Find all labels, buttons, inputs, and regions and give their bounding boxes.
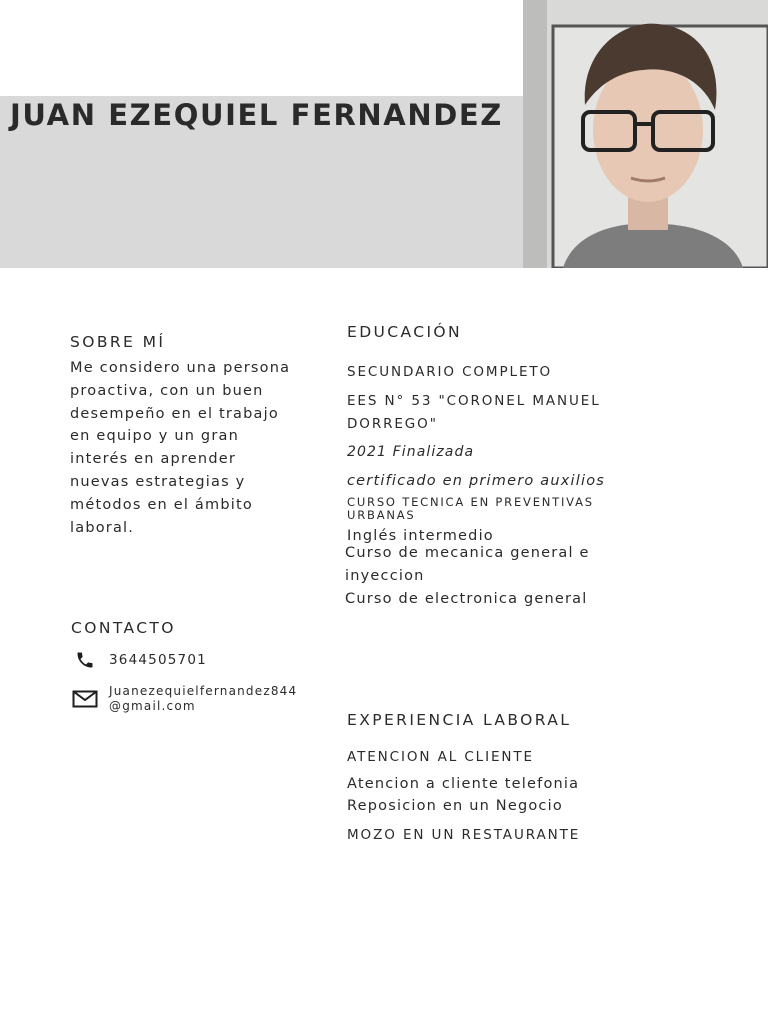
about-title: SOBRE MÍ [70, 333, 166, 351]
phone-icon [70, 650, 100, 670]
email-address[interactable]: Juanezequielfernandez844@gmail.com [109, 684, 298, 713]
about-text: Me considero una persona proactiva, con un buen desempeño en el trabajo en equipo y un gran interés en aprender nuevas estrategias y métodos en el ámbito laboral. [70, 360, 291, 536]
contact-email-row [70, 684, 309, 713]
contact-phone-row [70, 650, 207, 670]
education-certificate: certificado en primero auxilios [347, 473, 606, 489]
person-name: JUAN EZEQUIEL FERNANDEZ [10, 98, 503, 132]
phone-number[interactable]: 3644505701 [109, 652, 207, 668]
education-mechanics-course: Curso de mecanica general e inyeccion [345, 545, 590, 584]
education-course: CURSO TECNICA EN PREVENTIVAS URBANAS [347, 495, 594, 522]
experience-job-customer-service: ATENCION AL CLIENTE [347, 749, 534, 765]
education-school: EES N° 53 "CORONEL MANUEL DORREGO" [347, 393, 601, 432]
envelope-icon [70, 690, 100, 708]
education-status: 2021 Finalizada [347, 444, 475, 460]
education-degree: SECUNDARIO COMPLETO [347, 364, 553, 380]
experience-job-waiter: MOZO EN UN RESTAURANTE [347, 827, 581, 843]
education-english: Inglés intermedio [347, 528, 494, 544]
education-electronics-course: Curso de electronica general [345, 591, 588, 607]
experience-detail-telephony: Atencion a cliente telefonia [347, 776, 580, 792]
contact-title: CONTACTO [71, 619, 176, 637]
profile-photo [523, 0, 768, 268]
education-title: EDUCACIÓN [347, 323, 463, 341]
photo-illustration [523, 0, 768, 268]
experience-title: EXPERIENCIA LABORAL [347, 711, 572, 729]
experience-detail-restocking: Reposicion en un Negocio [347, 798, 563, 814]
